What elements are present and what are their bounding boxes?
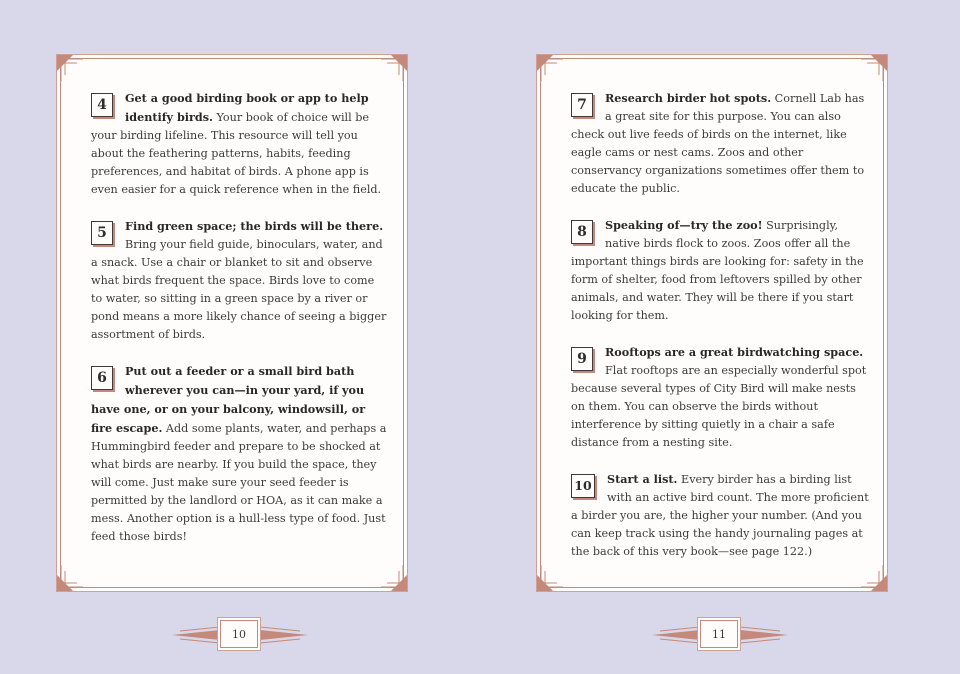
corner-ornament-icon: [57, 55, 87, 85]
tip-item: [571, 216, 869, 325]
page-number: 11: [700, 620, 738, 648]
tip-number-badge: 10: [571, 474, 595, 498]
tip-heading: Research birder hot spots.: [605, 91, 772, 105]
tip-item: [91, 89, 389, 199]
tip-number-badge: 4: [91, 93, 113, 117]
tip-number-badge: 6: [91, 366, 113, 390]
corner-ornament-icon: [857, 55, 887, 85]
tip-body: Surprisingly, native birds flock to zoos. Zoos offer all the important things birds are looking for: safety in the form of shelter, food from leftovers spilled by other animals, and water. They will be there if you start looking for them.: [571, 219, 864, 322]
corner-ornament-icon: [377, 55, 407, 85]
tip-number-badge: 7: [571, 93, 593, 117]
corner-ornament-icon: [537, 561, 567, 591]
corner-ornament-icon: [537, 55, 567, 85]
tip-heading: Rooftops are a great birdwatching space.: [605, 345, 864, 359]
tip-body: Flat rooftops are an especially wonderful spot because several types of City Bird will make nests on them. You can observe the birds without interference by sitting quietly in a chair a safe distance from a nesting site.: [571, 364, 867, 449]
left-page-footer: [170, 620, 310, 650]
right-page-footer: [650, 620, 790, 650]
tip-number-badge: 9: [571, 347, 593, 371]
tip-heading: Speaking of—try the zoo!: [605, 218, 763, 232]
tip-body: Cornell Lab has a great site for this purpose. You can also check out live feeds of birds on the internet, like eagle cams or nest cams. Zoos and other conservancy organizations sometimes offer them to educate the public.: [571, 92, 865, 195]
tip-heading: Start a list.: [607, 472, 678, 486]
tip-item: [91, 362, 389, 546]
tip-body: Your book of choice will be your birding lifeline. This resource will tell you about the feathering patterns, habits, feeding preferences, and habitat of birds. A phone app is even easier for a quick reference when in the field.: [91, 111, 382, 196]
left-page: [60, 58, 404, 588]
tip-heading: Find green space; the birds will be there.: [125, 219, 384, 233]
tip-item: [571, 89, 869, 198]
tip-number-badge: 5: [91, 221, 113, 245]
tip-number-badge: 8: [571, 220, 593, 244]
tip-heading: Put out a feeder or a small bird bath wherever you can—in your yard, if you have one, or on your balcony, windowsill, or fire escape.: [91, 364, 366, 435]
tip-body: Add some plants, water, and perhaps a Hummingbird feeder and prepare to be shocked at what birds are nearby. If you build the space, they will come. Just make sure your seed feeder is permitted by the landlord or HOA, as it can make a mess. Another option is a hull-less type of food. Just feed those birds!: [91, 422, 387, 543]
tip-body: Bring your field guide, binoculars, water, and a snack. Use a chair or blanket to sit and observe what birds frequent the space. Birds love to come to water, so sitting in a green space by a river or pond means a more likely chance of seeing a bigger assortment of birds.: [91, 238, 387, 341]
right-page-content: [571, 89, 869, 561]
tip-body: Every birder has a birding list with an active bird count. The more proficient a birder you are, the higher your number. (And you can keep track using the handy journaling pages at the back of this very book—see page 122.): [571, 473, 869, 558]
tip-item: [571, 343, 869, 452]
tip-item: [91, 217, 389, 344]
corner-ornament-icon: [57, 561, 87, 591]
corner-ornament-icon: [857, 561, 887, 591]
tip-heading: Get a good birding book or app to help identify birds.: [125, 91, 369, 124]
right-page: [540, 58, 884, 588]
tip-item: [571, 470, 869, 561]
corner-ornament-icon: [377, 561, 407, 591]
left-page-content: [91, 89, 389, 546]
page-number: 10: [220, 620, 258, 648]
